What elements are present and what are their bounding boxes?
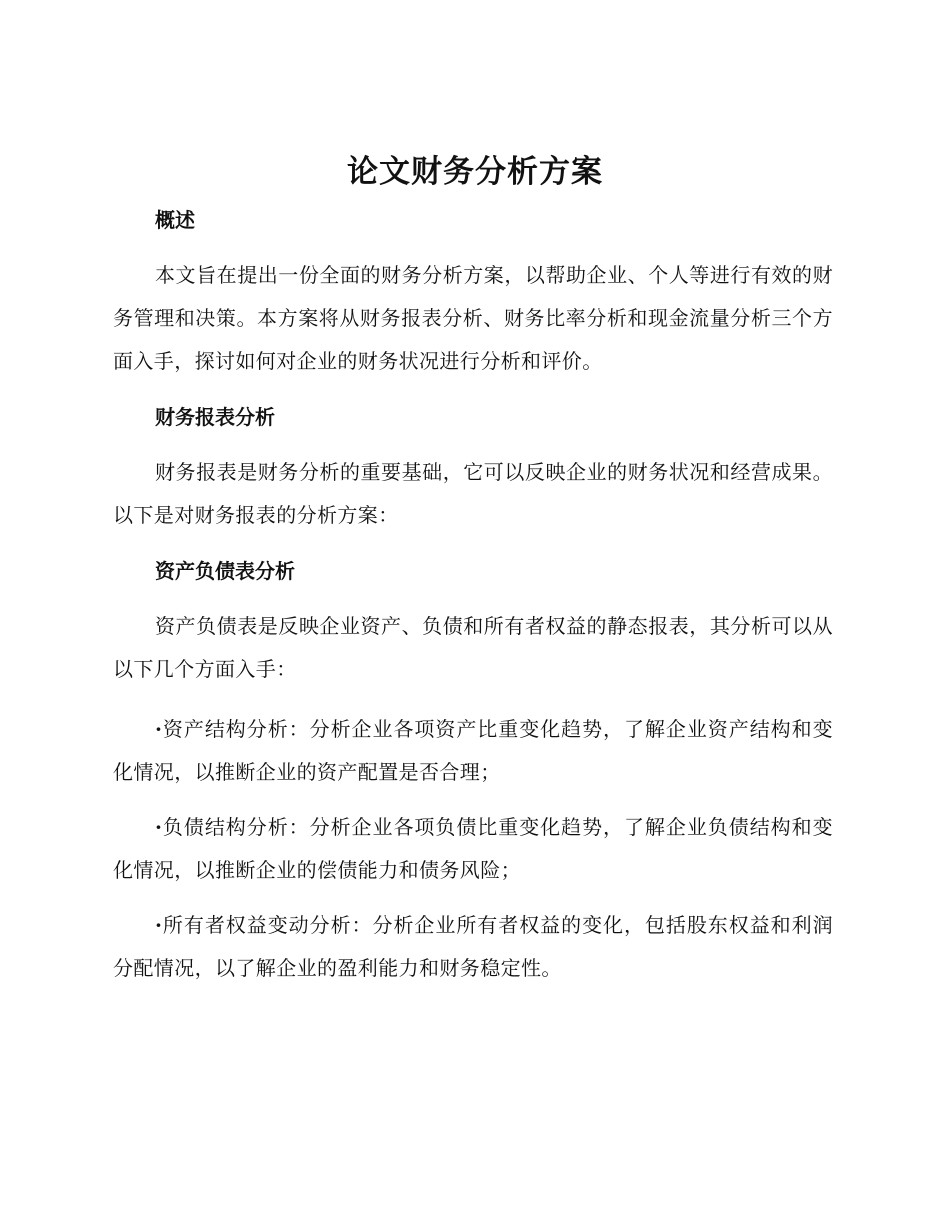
balance-sheet-paragraph: 资产负债表是反映企业资产、负债和所有者权益的静态报表，其分析可以从以下几个方面入手： [113,614,833,681]
bullet-text: 所有者权益变动分析：分析企业所有者权益的变化，包括股东权益和利润分配情况，以了解企业的盈利能力和财务稳定性。 [113,913,833,980]
bullet-item-asset-structure [113,708,833,794]
section-heading-financial-statements: 财务报表分析 [155,405,275,429]
bullet-text: 负债结构分析：分析企业各项负债比重变化趋势，了解企业负债结构和变化情况，以推断企业的偿债能力和债务风险； [113,815,833,882]
section-heading-balance-sheet: 资产负债表分析 [155,559,295,583]
bullet-text: 资产结构分析：分析企业各项资产比重变化趋势，了解企业资产结构和变化情况，以推断企业的资产配置是否合理； [113,717,833,784]
section-heading-overview: 概述 [155,208,195,232]
financial-statements-paragraph: 财务报表是财务分析的重要基础，它可以反映企业的财务状况和经营成果。以下是对财务报表的分析方案： [113,460,833,527]
bullet-item-liability-structure [113,806,833,892]
document-title: 论文财务分析方案 [347,154,603,190]
document-body [113,203,833,990]
bullet-symbol: · [155,815,163,839]
bullet-symbol: · [155,717,163,741]
bullet-item-equity-change [113,904,833,990]
overview-paragraph: 本文旨在提出一份全面的财务分析方案，以帮助企业、个人等进行有效的财务管理和决策。本方案将从财务报表分析、财务比率分析和现金流量分析三个方面入手，探讨如何对企业的财务状况进行分析和评价。 [113,263,833,373]
bullet-symbol: · [155,913,163,937]
